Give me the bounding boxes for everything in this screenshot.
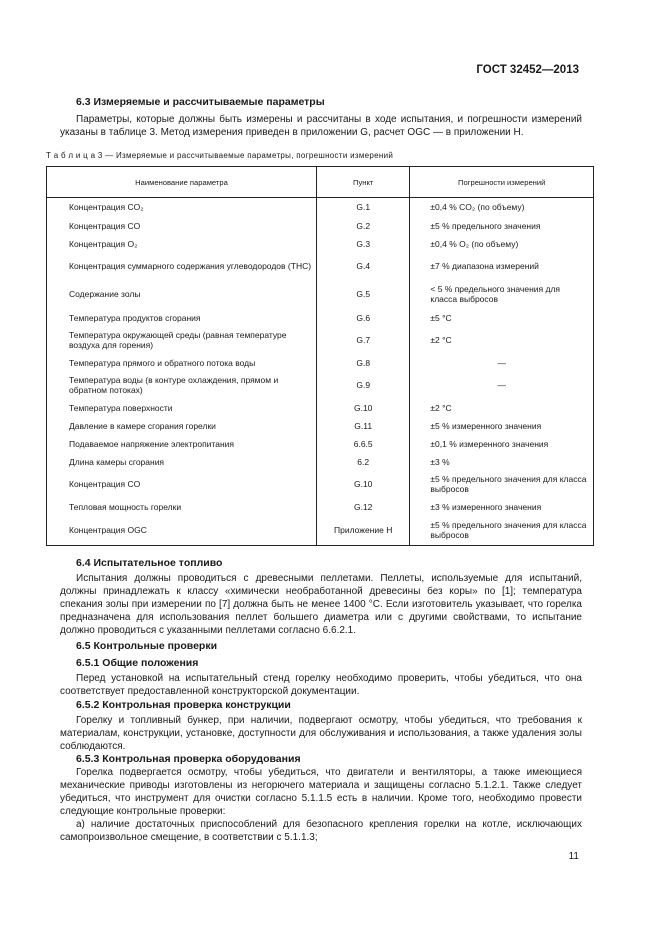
table-row bbox=[47, 309, 594, 327]
parameter-cell: Подаваемое напряжение электропитания bbox=[47, 435, 317, 453]
table-row bbox=[47, 417, 594, 435]
parameter-cell: Концентрация CO₂ bbox=[47, 198, 317, 217]
clause-cell: G.5 bbox=[317, 280, 410, 309]
accuracy-cell: ±5 % предельного значения для класса выбросов bbox=[410, 471, 594, 498]
clause-cell: G.10 bbox=[317, 471, 410, 498]
accuracy-cell: ±7 % диапазона измерений bbox=[410, 253, 594, 280]
parameter-cell: Концентрация суммарного содержания углеводородов (THC) bbox=[47, 253, 317, 280]
accuracy-cell: < 5 % предельного значения для класса выбросов bbox=[410, 280, 594, 309]
section-6-4-title: 6.4 Испытательное топливо bbox=[76, 557, 223, 569]
section-6-3-title: 6.3 Измеряемые и рассчитываемые параметры bbox=[76, 96, 325, 108]
parameter-cell: Температура прямого и обратного потока воды bbox=[47, 354, 317, 372]
section-6-5-3-item-a: а) наличие достаточных приспособлений для безопасного крепления горелки на котле, исключающих самопроизвольное смещение, в соответствии с 5.1.1.3; bbox=[60, 819, 582, 843]
section-6-3-paragraph: Параметры, которые должны быть измерены и рассчитаны в ходе испытания, и погрешности измерений указаны в таблице 3. Метод измерения приведен в приложении G, расчет OGC — в приложении H. bbox=[60, 114, 582, 138]
accuracy-cell: — bbox=[410, 354, 594, 372]
table-header-row bbox=[47, 167, 594, 198]
table-row bbox=[47, 253, 594, 280]
page-number: 11 bbox=[568, 851, 579, 862]
table-row bbox=[47, 327, 594, 354]
accuracy-cell: ±3 % измеренного значения bbox=[410, 498, 594, 516]
clause-cell: G.3 bbox=[317, 235, 410, 253]
table-caption: Т а б л и ц а 3 — Измеряемые и рассчитываемые параметры, погрешности измерений bbox=[46, 151, 394, 160]
section-6-5-title: 6.5 Контрольные проверки bbox=[76, 640, 218, 652]
accuracy-cell: ±2 °C bbox=[410, 399, 594, 417]
table-row bbox=[47, 399, 594, 417]
section-6-5-3-title: 6.5.3 Контрольная проверка оборудования bbox=[76, 753, 301, 765]
parameter-cell: Концентрация CO bbox=[47, 217, 317, 235]
table-row bbox=[47, 498, 594, 516]
section-6-5-2-paragraph: Горелку и топливный бункер, при наличии, подвергают осмотру, чтобы убедиться, что требования к материалам, конструкции, установке, доступности для обслуживания и использования, а также удаления золы соблюдаются. bbox=[60, 715, 582, 752]
parameter-cell: Концентрация O₂ bbox=[47, 235, 317, 253]
section-6-5-1-paragraph: Перед установкой на испытательный стенд горелку необходимо проверить, чтобы убедиться, что она соответствует предоставленной конструкторской документации. bbox=[60, 673, 582, 697]
section-6-4-paragraph: Испытания должны проводиться с древесными пеллетами. Пеллеты, используемые для испытаний, должны принадлежать к классу «химически необработанной древесины без коры» по [1]; температура спекания золы при измерении по [7] должна быть не менее 1400 °C. Если изготовитель указывает, что горелка предназначена для использования пеллет большего диаметра или с другими свойствами, то испытание должно проводиться с указанными пеллетами согласно 6.6.2.1. bbox=[60, 573, 582, 636]
table-row bbox=[47, 516, 594, 546]
clause-cell: G.11 bbox=[317, 417, 410, 435]
parameter-cell: Температура воды (в контуре охлаждения, прямом и обратном потоках) bbox=[47, 372, 317, 399]
accuracy-cell: ±5 % измеренного значения bbox=[410, 417, 594, 435]
table-row bbox=[47, 280, 594, 309]
clause-cell: 6.6.5 bbox=[317, 435, 410, 453]
column-header-clause: Пункт bbox=[317, 167, 410, 198]
clause-cell: G.7 bbox=[317, 327, 410, 354]
table-row bbox=[47, 471, 594, 498]
parameter-cell: Температура поверхности bbox=[47, 399, 317, 417]
accuracy-cell: ±0,4 % O₂ (по объему) bbox=[410, 235, 594, 253]
parameter-cell: Длина камеры сгорания bbox=[47, 453, 317, 471]
column-header-accuracy: Погрешности измерений bbox=[410, 167, 594, 198]
clause-cell: G.8 bbox=[317, 354, 410, 372]
accuracy-cell: ±0,4 % CO₂ (по объему) bbox=[410, 198, 594, 217]
table-row bbox=[47, 198, 594, 217]
parameter-cell: Температура продуктов сгорания bbox=[47, 309, 317, 327]
clause-cell: G.1 bbox=[317, 198, 410, 217]
accuracy-cell: ±5 °C bbox=[410, 309, 594, 327]
accuracy-cell: ±5 % предельного значения bbox=[410, 217, 594, 235]
parameter-cell: Давление в камере сгорания горелки bbox=[47, 417, 317, 435]
parameter-cell: Тепловая мощность горелки bbox=[47, 498, 317, 516]
accuracy-cell: ±2 °C bbox=[410, 327, 594, 354]
clause-cell: G.2 bbox=[317, 217, 410, 235]
parameter-cell: Температура окружающей среды (равная температуре воздуха для горения) bbox=[47, 327, 317, 354]
clause-cell: G.12 bbox=[317, 498, 410, 516]
table-row bbox=[47, 372, 594, 399]
parameter-cell: Концентрация OGC bbox=[47, 516, 317, 546]
section-6-5-2-title: 6.5.2 Контрольная проверка конструкции bbox=[76, 699, 291, 711]
column-header-parameter: Наименование параметра bbox=[47, 167, 317, 198]
table-row bbox=[47, 217, 594, 235]
table-row bbox=[47, 354, 594, 372]
document-code: ГОСТ 32452—2013 bbox=[476, 64, 579, 76]
accuracy-cell: ±0,1 % измеренного значения bbox=[410, 435, 594, 453]
section-6-5-1-title: 6.5.1 Общие положения bbox=[76, 657, 199, 669]
clause-cell: 6.2 bbox=[317, 453, 410, 471]
section-6-5-3-paragraph: Горелка подвергается осмотру, чтобы убедиться, что двигатели и вентиляторы, а также имеющиеся механические приводы изготовлены из негорючего материала и защищены согласно 5.1.2.1. Также следует убедиться, что инструмент для очистки согласно 5.1.1.5 есть в наличии. Кроме того, необходимо провести следующие контрольные проверки: bbox=[60, 767, 582, 817]
accuracy-cell: ±5 % предельного значения для класса выбросов bbox=[410, 516, 594, 546]
clause-cell: G.4 bbox=[317, 253, 410, 280]
parameter-cell: Концентрация CO bbox=[47, 471, 317, 498]
clause-cell: G.9 bbox=[317, 372, 410, 399]
parameter-cell: Содержание золы bbox=[47, 280, 317, 309]
table-row bbox=[47, 453, 594, 471]
clause-cell: G.10 bbox=[317, 399, 410, 417]
table-row bbox=[47, 435, 594, 453]
parameters-table bbox=[46, 166, 594, 546]
accuracy-cell: ±3 % bbox=[410, 453, 594, 471]
table-row bbox=[47, 235, 594, 253]
accuracy-cell: — bbox=[410, 372, 594, 399]
clause-cell: G.6 bbox=[317, 309, 410, 327]
clause-cell: Приложение H bbox=[317, 516, 410, 546]
